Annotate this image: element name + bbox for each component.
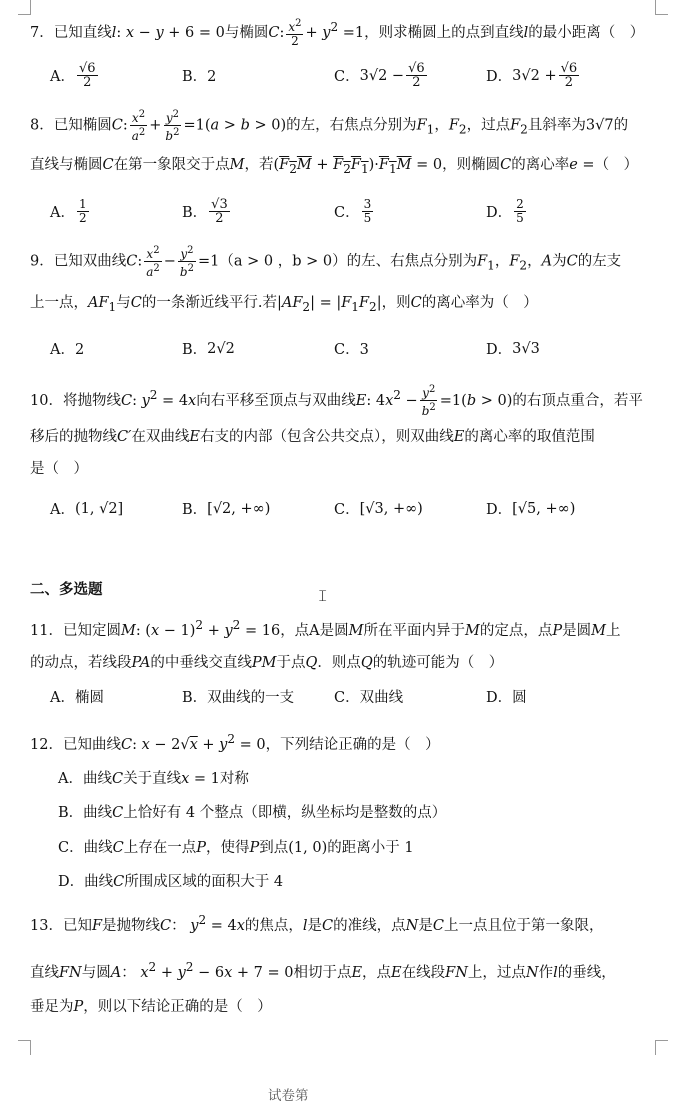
crop-mark-bottom-right bbox=[655, 1040, 668, 1055]
q9-option-c[interactable]: C．3 bbox=[334, 342, 369, 358]
q9-option-a[interactable]: A．2 bbox=[50, 342, 85, 358]
q12-option-c[interactable]: C．曲线C上存在一点P，使得P到点(1, 0)的距离小于 1 bbox=[58, 840, 414, 856]
q12-option-b[interactable]: B．曲线C上恰好有 4 个整点（即横，纵坐标均是整数的点） bbox=[58, 805, 447, 821]
crop-mark-top-right bbox=[655, 0, 668, 15]
crop-mark-top-left bbox=[18, 0, 31, 15]
question-8-options bbox=[50, 198, 650, 225]
text-cursor-icon: 𝙸 bbox=[317, 586, 329, 605]
q8-option-c[interactable]: C． $\frac{3}{5}$ bbox=[334, 197, 372, 225]
question-7-stem: 7．已知直线l: x − y + 6 = 0与椭圆C: $\frac{x^2}{2}$ + $y^2 =1$，则求椭圆上的点到直线l的最小距离（ ） bbox=[30, 18, 645, 49]
question-10-line-2: 移后的抛物线C′在双曲线E右支的内部（包含公共交点），则双曲线E的离心率的取值范围 bbox=[30, 429, 595, 445]
question-9-options bbox=[50, 338, 650, 359]
q9-option-b[interactable]: B． 2√2 bbox=[182, 340, 235, 358]
q11-option-c[interactable]: C．双曲线 bbox=[334, 690, 404, 706]
q11-option-b[interactable]: B．双曲线的一支 bbox=[182, 690, 295, 706]
question-11-line-2: 的动点，若线段PA的中垂线交直线PM于点Q．则点Q的轨迹可能为（ ） bbox=[30, 655, 504, 671]
q12-option-d[interactable]: D．曲线C所围成区域的面积大于 4 bbox=[58, 874, 284, 890]
q10-option-c[interactable]: C． [√3, +∞) bbox=[334, 500, 423, 518]
question-12-stem: 12．已知曲线C: $x - 2√x + y^2 = 0$，下列结论正确的是（ ） bbox=[30, 732, 440, 753]
q12-option-a[interactable]: A．曲线C关于直线x = 1对称 bbox=[58, 771, 249, 787]
q8-option-d[interactable]: D． $\frac{2}{5}$ bbox=[486, 197, 524, 225]
question-7-options bbox=[50, 62, 650, 89]
page-footer: 试卷第 bbox=[268, 1088, 309, 1104]
q10-option-a[interactable]: A． (1, √2] bbox=[50, 500, 124, 518]
question-11-options bbox=[50, 686, 650, 707]
question-10-line-3: 是（ ） bbox=[30, 461, 88, 477]
question-10-options bbox=[50, 498, 650, 519]
q10-option-b[interactable]: B． [√2, +∞) bbox=[182, 500, 271, 518]
question-8-stem: 8．已知椭圆C: $\frac{x^2}{a^2}$ + $\frac{y^2}{b^2}$ =1(a > b > 0)的左，右焦点分别为$F_1$，$F_2$，过点$F_2$且斜率为3√7的 bbox=[30, 109, 629, 143]
question-8-line-2: 直线与椭圆C在第一象限交于点M，若$(F_2M + F_2F_1)\cdot F_1M = 0$，则椭圆C的离心率e =（ ） bbox=[30, 157, 639, 176]
q7-option-b[interactable]: B．2 bbox=[182, 69, 217, 85]
question-13-line-3: 垂足为P，则以下结论正确的是（ ） bbox=[30, 999, 272, 1015]
question-13-line-2: 直线FN与圆A： $x^2 + y^2 - 6x + 7 = 0$相切于点E，点E在线段FN上，过点N作l的垂线， bbox=[30, 960, 616, 981]
q7-option-a[interactable]: A． $\frac{√6}{2}$ bbox=[50, 61, 96, 90]
question-9-stem: 9．已知双曲线C: $\frac{x^2}{a^2}$ − $\frac{y^2}{b^2}$ =1（a > 0 ，b > 0）的左、右焦点分别为$F_1$，$F_2$，A为C的左支 bbox=[30, 245, 622, 279]
question-9-line-2: 上一点，$AF_1$与C的一条渐近线平行.若$|AF_2| = |F_1F_2|$，则C的离心率为（ ） bbox=[30, 295, 538, 314]
question-10-stem: 10．将抛物线C: $y^2 = 4x$向右平移至顶点与双曲线E: $4x^2$ − $\frac{y^2}{b^2}$ =1(b > 0)的右顶点重合，若平 bbox=[30, 384, 643, 419]
q7-option-c[interactable]: C． 3√2 − $\frac{√6}{2}$ bbox=[334, 61, 425, 90]
question-11-stem: 11．已知定圆M: $(x - 1)^2 + y^2 = 16$，点A是圆M所在平面内异于M的定点，点P是圆M上 bbox=[30, 618, 621, 639]
question-13-stem: 13．已知F是抛物线C： $y^2 = 4x$的焦点，l是C的准线，点N是C上一点且位于第一象限， bbox=[30, 913, 604, 934]
q10-option-d[interactable]: D． [√5, +∞) bbox=[486, 500, 576, 518]
q11-option-d[interactable]: D．圆 bbox=[486, 690, 527, 706]
q8-option-b[interactable]: B． $\frac{√3}{2}$ bbox=[182, 197, 228, 226]
q8-option-a[interactable]: A． $\frac{1}{2}$ bbox=[50, 197, 87, 225]
q9-option-d[interactable]: D． 3√3 bbox=[486, 340, 540, 358]
crop-mark-bottom-left bbox=[18, 1040, 31, 1055]
q7-option-d[interactable]: D． 3√2 + $\frac{√6}{2}$ bbox=[486, 61, 578, 90]
q11-option-a[interactable]: A．椭圆 bbox=[50, 690, 104, 706]
section-multiple-choice-heading: 二、多选题 bbox=[30, 582, 103, 598]
